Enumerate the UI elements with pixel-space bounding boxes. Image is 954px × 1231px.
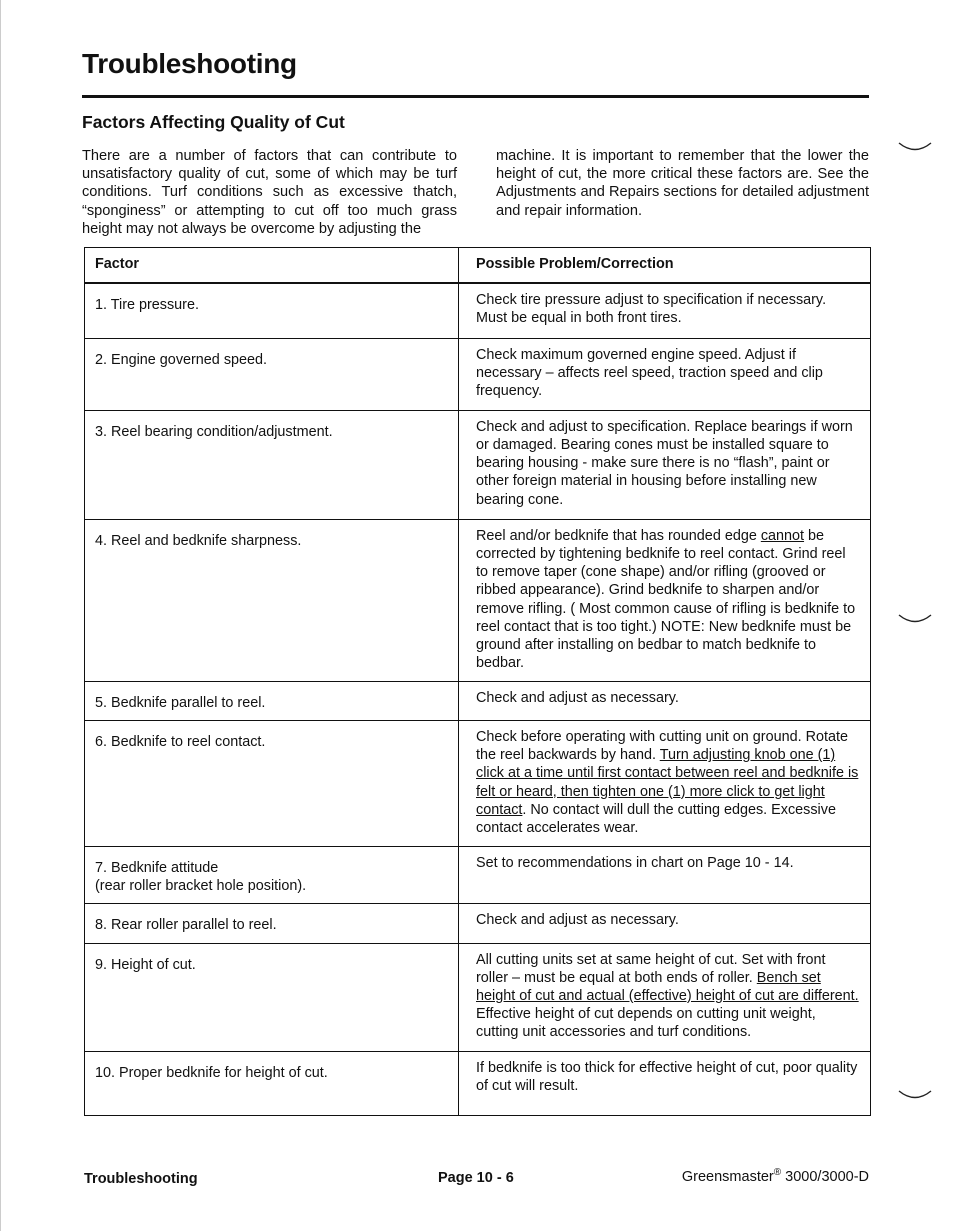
table-row [85, 519, 871, 681]
factor-cell [85, 846, 459, 903]
correction-text: Check before operating with cutting unit on ground. Rotate the reel backwards by hand. [476, 728, 848, 764]
correction-emphasis: Bench set height of cut and actual (effective) height of cut are different. [476, 969, 859, 1004]
intro-paragraph-left: There are a number of factors that can contribute to unsatisfactory quality of cut, some of which may be turf conditions. Turf conditions such as excessive thatch, “sponginess” or attempting to cut off too much grass height may not always be overcome by adjusting the [82, 148, 457, 237]
factor-cell: 3. Reel bearing condition/adjustment. [85, 410, 459, 519]
correction-cell: Check tire pressure adjust to specification if necessary. Must be equal in both front tires. [459, 283, 871, 338]
factor-cell: 4. Reel and bedknife sharpness. [85, 519, 459, 681]
correction-emphasis: Turn adjusting knob one (1) click at a time until first contact between reel and bedknife is felt or heard, then tighten one (1) more click to get light contact [476, 747, 859, 818]
correction-cell [459, 519, 871, 681]
correction-text: be corrected by tightening bedknife to reel contact. Grind reel to remove taper (cone shape) and/or rifling (grooved or ribbed appearance). Grind bedknife to sharpen and/or remove rifling. ( Most common cause of rifling is bedknife to reel contact that is too tight.) NOTE: New bedknife must be ground after installing on bedbar to match bedknife to bedbar. [476, 527, 856, 672]
registered-mark: ® [773, 1167, 782, 1178]
table-row [85, 846, 871, 903]
factor-text: 7. Bedknife attitude [95, 859, 219, 876]
footer-section-name: Troubleshooting [84, 1171, 198, 1187]
section-heading: Factors Affecting Quality of Cut [82, 112, 345, 132]
correction-cell [459, 720, 871, 846]
binder-hole-mark-icon [897, 1088, 933, 1102]
footer-model: 3000/3000-D [781, 1169, 869, 1185]
footer-product-name [682, 1167, 869, 1185]
correction-cell: If bedknife is too thick for effective height of cut, poor quality of cut will result. [459, 1051, 871, 1115]
table-row [85, 338, 871, 410]
table-row [85, 681, 871, 720]
column-header-factor: Factor [85, 248, 459, 284]
binder-hole-mark-icon [897, 140, 933, 154]
binder-hole-mark-icon [897, 612, 933, 626]
correction-emphasis: cannot [760, 527, 805, 544]
factor-subtext: (rear roller bracket hole position). [95, 878, 307, 895]
factors-table [84, 247, 871, 1116]
footer-brand: Greensmaster [681, 1169, 774, 1185]
table-row [85, 410, 871, 519]
table-row [85, 283, 871, 338]
correction-text: . No contact will dull the cutting edges. Excessive contact accelerates wear. [476, 801, 836, 836]
correction-cell: Check maximum governed engine speed. Adjust if necessary – affects reel speed, traction speed and clip frequency. [459, 338, 871, 410]
factor-cell: 1. Tire pressure. [85, 283, 459, 338]
table-header-row [85, 248, 871, 284]
factor-cell: 10. Proper bedknife for height of cut. [85, 1051, 459, 1115]
factor-cell: 5. Bedknife parallel to reel. [85, 681, 459, 720]
factor-cell: 6. Bedknife to reel contact. [85, 720, 459, 846]
footer-page-number: Page 10 - 6 [438, 1170, 514, 1186]
title-rule [82, 95, 869, 98]
correction-cell: Check and adjust as necessary. [459, 681, 871, 720]
correction-text: Effective height of cut depends on cutting unit weight, cutting unit accessories and turf conditions. [476, 1006, 816, 1041]
factor-cell: 9. Height of cut. [85, 943, 459, 1051]
factor-cell: 2. Engine governed speed. [85, 338, 459, 410]
correction-text: All cutting units set at same height of cut. Set with front roller – must be equal at both ends of roller. [476, 951, 826, 986]
table-row [85, 1051, 871, 1115]
factor-cell: 8. Rear roller parallel to reel. [85, 904, 459, 943]
scan-edge-line [0, 0, 1, 1231]
intro-paragraph-right: machine. It is important to remember that the lower the height of cut, the more critical these factors are. See the Adjustments and Repairs sections for detailed adjustment and repair information. [496, 148, 869, 219]
correction-text: Reel and/or bedknife that has rounded edge [476, 527, 761, 544]
table-row [85, 943, 871, 1051]
correction-cell: Check and adjust as necessary. [459, 904, 871, 943]
page-title: Troubleshooting [82, 48, 297, 79]
correction-cell: Check and adjust to specification. Replace bearings if worn or damaged. Bearing cones must be installed square to bearing housing - make sure there is no “flash”, paint or other foreign material in housing before installing new bearing cone. [459, 410, 871, 519]
table-row [85, 904, 871, 943]
table-row [85, 720, 871, 846]
correction-cell: Set to recommendations in chart on Page 10 - 14. [459, 846, 871, 903]
correction-cell [459, 943, 871, 1051]
column-header-correction: Possible Problem/Correction [459, 248, 871, 284]
